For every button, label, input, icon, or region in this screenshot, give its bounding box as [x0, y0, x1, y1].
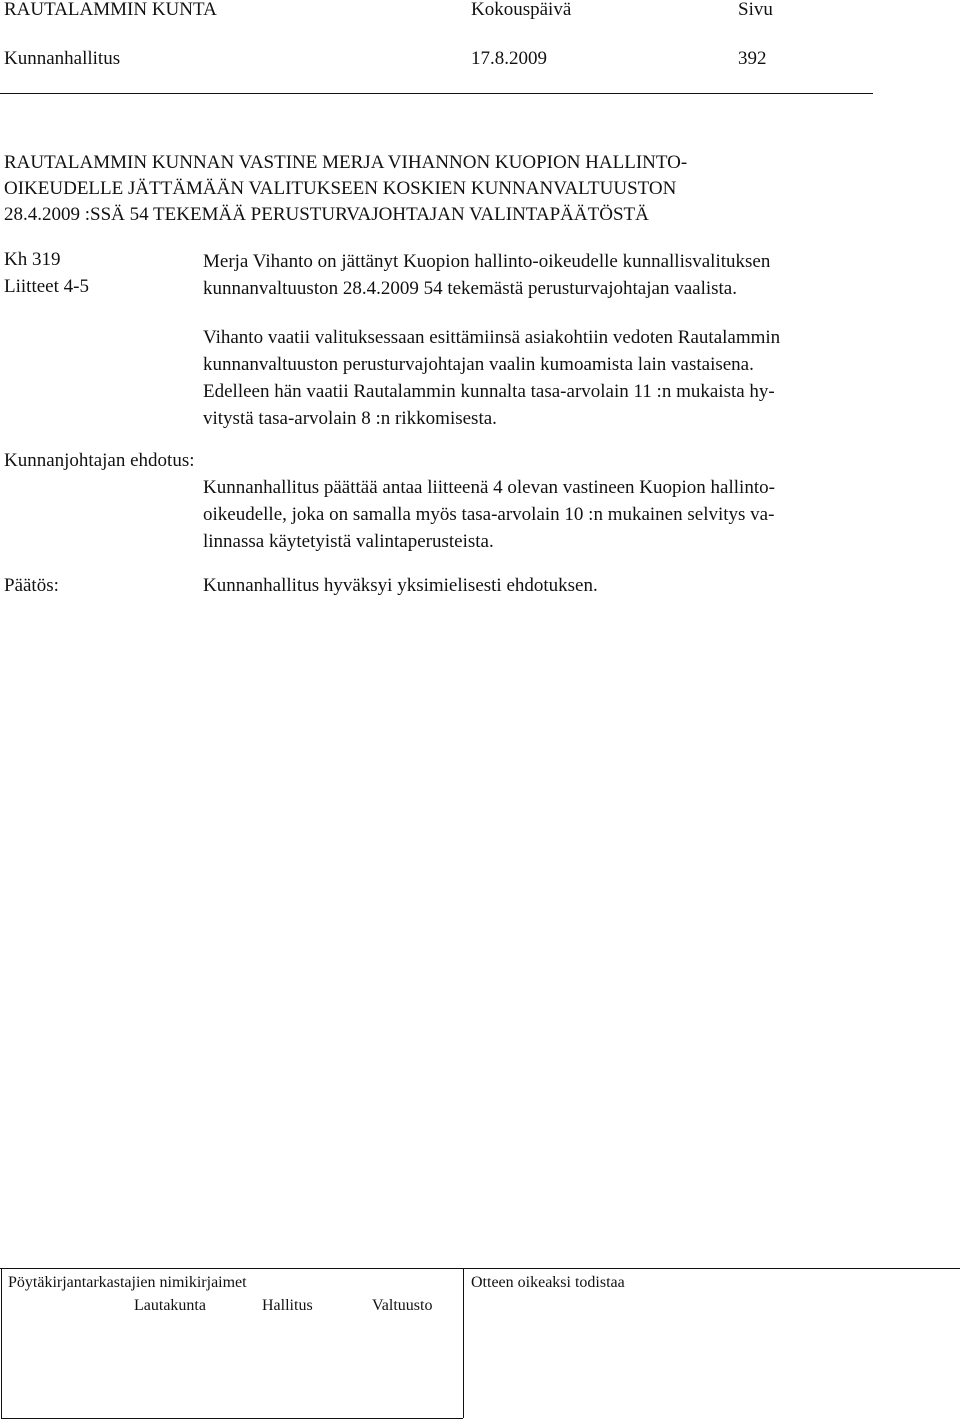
footer-divider [463, 1268, 464, 1418]
header-rule [0, 93, 873, 94]
document-title [4, 150, 687, 228]
column-lautakunta: Lautakunta [134, 1297, 206, 1314]
title-line-3: 28.4.2009 :SSÄ 54 TEKEMÄÄ PERUSTURVAJOHTAJAN VALINTAPÄÄTÖSTÄ [4, 204, 649, 225]
page-label: Sivu [738, 0, 773, 20]
body-name: Kunnanhallitus [4, 48, 121, 69]
proposal-line-3: linnassa käytetyistä valintaperusteista. [203, 531, 494, 552]
footer-top-rule [0, 1268, 960, 1269]
paragraph-2 [203, 324, 780, 432]
paragraph-2-line-3: Edelleen hän vaatii Rautalammin kunnalta tasa-arvolain 11 :n mukaista hy- [203, 381, 775, 402]
proposal-line-2: oikeudelle, joka on samalla myös tasa-arvolain 10 :n mukainen selvitys va- [203, 504, 775, 525]
certified-label: Otteen oikeaksi todistaa [471, 1274, 625, 1291]
column-hallitus: Hallitus [262, 1297, 313, 1314]
page-number: 392 [738, 48, 767, 69]
footer-left-border [1, 1268, 2, 1418]
decision-text: Kunnanhallitus hyväksyi yksimielisesti ehdotuksen. [203, 575, 598, 596]
footer-bottom-rule [1, 1418, 463, 1419]
title-line-1: RAUTALAMMIN KUNNAN VASTINE MERJA VIHANNON KUOPION HALLINTO- [4, 152, 688, 173]
paragraph-2-line-2: kunnanvaltuuston perusturvajohtajan vaalin kumoamista lain vastaisena. [203, 354, 754, 375]
paragraph-2-line-4: vitystä tasa-arvolain 8 :n rikkomisesta. [203, 408, 497, 429]
paragraph-2-line-1: Vihanto vaatii valituksessaan esittämiinsä asiakohtiin vedoten Rautalammin [203, 327, 781, 348]
paragraph-1-line-1: Merja Vihanto on jättänyt Kuopion hallinto-oikeudelle kunnallisvalituksen [203, 251, 771, 272]
paragraph-1 [203, 248, 770, 302]
title-line-2: OIKEUDELLE JÄTTÄMÄÄN VALITUKSEEN KOSKIEN KUNNANVALTUUSTON [4, 178, 677, 199]
proposal-line-1: Kunnanhallitus päättää antaa liitteenä 4 olevan vastineen Kuopion hallinto- [203, 477, 775, 498]
signatures-label: Pöytäkirjantarkastajien nimikirjaimet [8, 1274, 247, 1291]
column-valtuusto: Valtuusto [372, 1297, 433, 1314]
meeting-date-label: Kokouspäivä [471, 0, 572, 20]
meeting-date: 17.8.2009 [471, 48, 547, 69]
proposal-text [203, 474, 775, 555]
proposal-label: Kunnanjohtajan ehdotus: [4, 450, 195, 471]
attachments-reference: Liitteet 4-5 [4, 276, 89, 297]
organization-name: RAUTALAMMIN KUNTA [4, 0, 217, 20]
kh-reference: Kh 319 [4, 249, 61, 270]
decision-label: Päätös: [4, 575, 59, 596]
paragraph-1-line-2: kunnanvaltuuston 28.4.2009 54 tekemästä perusturvajohtajan vaalista. [203, 278, 737, 299]
